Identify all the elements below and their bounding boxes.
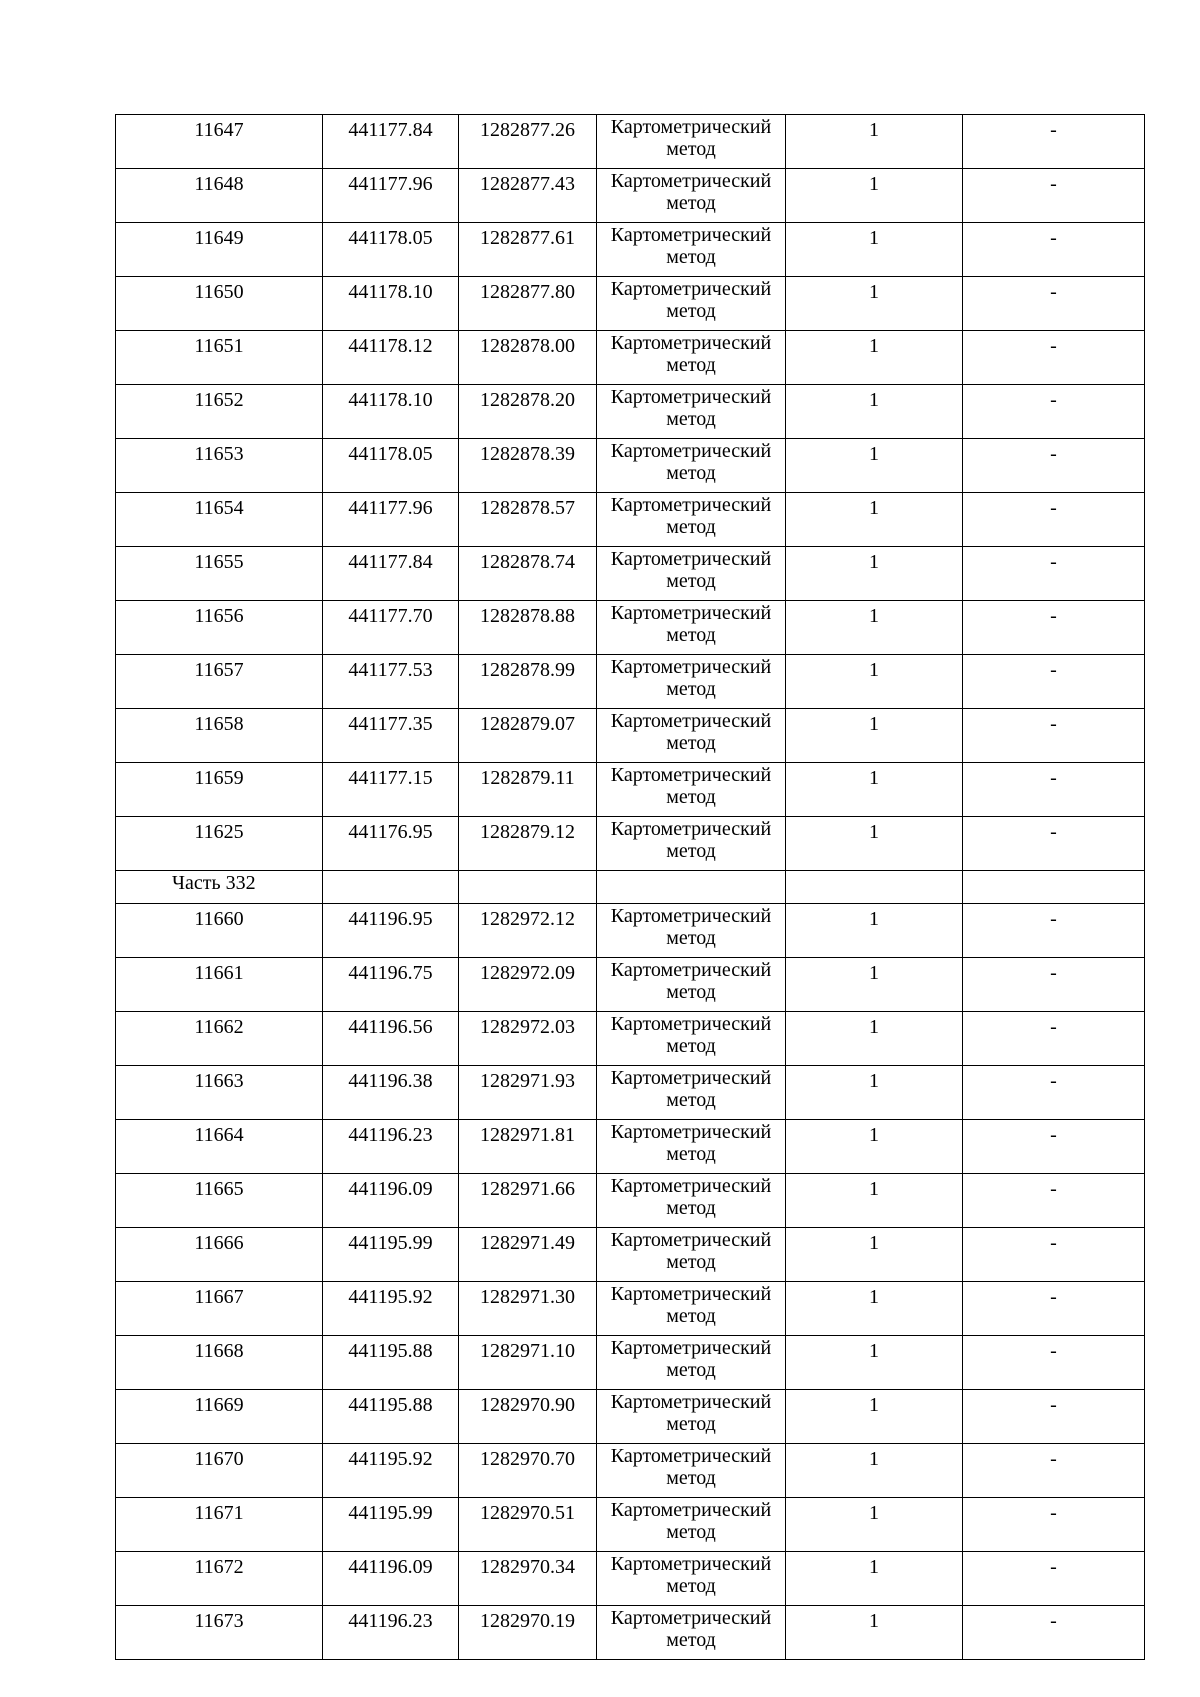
method-cell: Картометрический метод (597, 1282, 786, 1336)
point-number-cell: 11647 (116, 115, 323, 169)
point-number-cell: 11650 (116, 277, 323, 331)
accuracy-cell: 1 (786, 601, 963, 655)
accuracy-cell: 1 (786, 709, 963, 763)
note-cell: - (963, 958, 1145, 1012)
y-coordinate-cell: 1282877.61 (459, 223, 597, 277)
note-cell: - (963, 1498, 1145, 1552)
note-cell: - (963, 709, 1145, 763)
x-coordinate-cell: 441195.92 (323, 1282, 459, 1336)
table-row (116, 709, 1145, 763)
accuracy-cell: 1 (786, 1282, 963, 1336)
coordinates-table-body (116, 115, 1145, 1660)
accuracy-cell: 1 (786, 655, 963, 709)
y-coordinate-cell: 1282970.34 (459, 1552, 597, 1606)
table-row (116, 1336, 1145, 1390)
table-row (116, 904, 1145, 958)
accuracy-cell: 1 (786, 493, 963, 547)
table-row (116, 1606, 1145, 1660)
point-number-cell: 11659 (116, 763, 323, 817)
point-number-cell: 11668 (116, 1336, 323, 1390)
table-row (116, 763, 1145, 817)
point-number-cell: 11654 (116, 493, 323, 547)
accuracy-cell: 1 (786, 1606, 963, 1660)
x-coordinate-cell: 441196.09 (323, 1552, 459, 1606)
y-coordinate-cell: 1282970.90 (459, 1390, 597, 1444)
x-coordinate-cell: 441195.99 (323, 1228, 459, 1282)
x-coordinate-cell: 441178.10 (323, 277, 459, 331)
method-cell: Картометрический метод (597, 958, 786, 1012)
accuracy-cell: 1 (786, 385, 963, 439)
point-number-cell: 11670 (116, 1444, 323, 1498)
point-number-cell: 11651 (116, 331, 323, 385)
point-number-cell: 11667 (116, 1282, 323, 1336)
point-number-cell: 11671 (116, 1498, 323, 1552)
accuracy-cell: 1 (786, 1498, 963, 1552)
document-page (115, 114, 1145, 1660)
note-cell: - (963, 1552, 1145, 1606)
y-coordinate-cell: 1282877.80 (459, 277, 597, 331)
method-cell: Картометрический метод (597, 439, 786, 493)
table-row (116, 958, 1145, 1012)
method-cell: Картометрический метод (597, 904, 786, 958)
point-number-cell: 11666 (116, 1228, 323, 1282)
table-row (116, 1066, 1145, 1120)
accuracy-cell: 1 (786, 1552, 963, 1606)
note-cell: - (963, 1606, 1145, 1660)
method-cell: Картометрический метод (597, 1336, 786, 1390)
table-row (116, 601, 1145, 655)
x-coordinate-cell: 441177.70 (323, 601, 459, 655)
point-number-cell: 11664 (116, 1120, 323, 1174)
y-coordinate-cell: 1282971.30 (459, 1282, 597, 1336)
y-coordinate-cell: 1282878.99 (459, 655, 597, 709)
table-row (116, 1012, 1145, 1066)
x-coordinate-cell: 441177.84 (323, 547, 459, 601)
x-coordinate-cell: 441196.23 (323, 1606, 459, 1660)
y-coordinate-cell: 1282970.51 (459, 1498, 597, 1552)
y-coordinate-cell: 1282878.20 (459, 385, 597, 439)
y-coordinate-cell: 1282877.43 (459, 169, 597, 223)
x-coordinate-cell: 441196.23 (323, 1120, 459, 1174)
method-cell: Картометрический метод (597, 1552, 786, 1606)
table-row (116, 547, 1145, 601)
point-number-cell: 11661 (116, 958, 323, 1012)
x-coordinate-cell: 441178.05 (323, 223, 459, 277)
note-cell: - (963, 385, 1145, 439)
method-cell: Картометрический метод (597, 1606, 786, 1660)
note-cell: - (963, 1282, 1145, 1336)
x-coordinate-cell: 441177.35 (323, 709, 459, 763)
method-cell: Картометрический метод (597, 493, 786, 547)
accuracy-cell: 1 (786, 331, 963, 385)
table-row (116, 817, 1145, 871)
table-row (116, 1552, 1145, 1606)
coordinates-table (115, 114, 1145, 1660)
table-row (116, 1228, 1145, 1282)
accuracy-cell: 1 (786, 904, 963, 958)
note-cell: - (963, 655, 1145, 709)
table-row (116, 385, 1145, 439)
note-cell: - (963, 1120, 1145, 1174)
x-coordinate-cell: 441195.88 (323, 1390, 459, 1444)
method-cell: Картометрический метод (597, 385, 786, 439)
note-cell: - (963, 331, 1145, 385)
point-number-cell: 11663 (116, 1066, 323, 1120)
accuracy-cell: 1 (786, 1066, 963, 1120)
method-cell: Картометрический метод (597, 817, 786, 871)
note-cell: - (963, 817, 1145, 871)
note-cell: - (963, 115, 1145, 169)
y-coordinate-cell: 1282878.39 (459, 439, 597, 493)
y-coordinate-cell: 1282971.93 (459, 1066, 597, 1120)
y-coordinate-cell: 1282878.57 (459, 493, 597, 547)
point-number-cell: 11655 (116, 547, 323, 601)
table-row (116, 169, 1145, 223)
x-coordinate-cell: 441196.38 (323, 1066, 459, 1120)
accuracy-cell: 1 (786, 1390, 963, 1444)
method-cell: Картометрический метод (597, 601, 786, 655)
note-cell: - (963, 1444, 1145, 1498)
point-number-cell: 11656 (116, 601, 323, 655)
note-cell: - (963, 493, 1145, 547)
x-coordinate-cell: 441177.53 (323, 655, 459, 709)
method-cell: Картометрический метод (597, 1444, 786, 1498)
accuracy-cell: 1 (786, 1228, 963, 1282)
accuracy-cell: 1 (786, 1336, 963, 1390)
table-row (116, 223, 1145, 277)
method-cell: Картометрический метод (597, 1390, 786, 1444)
table-row (116, 493, 1145, 547)
y-coordinate-cell: 1282878.88 (459, 601, 597, 655)
method-cell: Картометрический метод (597, 1498, 786, 1552)
x-coordinate-cell: 441178.12 (323, 331, 459, 385)
note-cell: - (963, 223, 1145, 277)
note-cell: - (963, 439, 1145, 493)
method-cell: Картометрический метод (597, 709, 786, 763)
y-coordinate-cell: 1282972.03 (459, 1012, 597, 1066)
accuracy-cell: 1 (786, 763, 963, 817)
x-coordinate-cell: 441196.75 (323, 958, 459, 1012)
y-coordinate-cell: 1282879.12 (459, 817, 597, 871)
accuracy-cell: 1 (786, 439, 963, 493)
y-coordinate-cell: 1282972.09 (459, 958, 597, 1012)
accuracy-cell: 1 (786, 958, 963, 1012)
empty-cell (963, 871, 1145, 904)
table-row (116, 277, 1145, 331)
y-coordinate-cell: 1282970.19 (459, 1606, 597, 1660)
table-row (116, 115, 1145, 169)
point-number-cell: 11649 (116, 223, 323, 277)
y-coordinate-cell: 1282970.70 (459, 1444, 597, 1498)
table-row (116, 1120, 1145, 1174)
empty-cell (786, 871, 963, 904)
note-cell: - (963, 1336, 1145, 1390)
accuracy-cell: 1 (786, 223, 963, 277)
method-cell: Картометрический метод (597, 655, 786, 709)
note-cell: - (963, 763, 1145, 817)
x-coordinate-cell: 441177.96 (323, 169, 459, 223)
y-coordinate-cell: 1282878.00 (459, 331, 597, 385)
method-cell: Картометрический метод (597, 1012, 786, 1066)
table-row (116, 331, 1145, 385)
x-coordinate-cell: 441177.96 (323, 493, 459, 547)
note-cell: - (963, 1390, 1145, 1444)
x-coordinate-cell: 441177.84 (323, 115, 459, 169)
accuracy-cell: 1 (786, 1012, 963, 1066)
x-coordinate-cell: 441178.05 (323, 439, 459, 493)
method-cell: Картометрический метод (597, 169, 786, 223)
point-number-cell: 11662 (116, 1012, 323, 1066)
method-cell: Картометрический метод (597, 547, 786, 601)
method-cell: Картометрический метод (597, 1120, 786, 1174)
table-row (116, 439, 1145, 493)
method-cell: Картометрический метод (597, 763, 786, 817)
x-coordinate-cell: 441196.56 (323, 1012, 459, 1066)
y-coordinate-cell: 1282971.10 (459, 1336, 597, 1390)
table-row (116, 1444, 1145, 1498)
x-coordinate-cell: 441195.88 (323, 1336, 459, 1390)
y-coordinate-cell: 1282971.66 (459, 1174, 597, 1228)
x-coordinate-cell: 441196.09 (323, 1174, 459, 1228)
table-row (116, 1174, 1145, 1228)
point-number-cell: 11669 (116, 1390, 323, 1444)
note-cell: - (963, 169, 1145, 223)
y-coordinate-cell: 1282972.12 (459, 904, 597, 958)
accuracy-cell: 1 (786, 547, 963, 601)
note-cell: - (963, 1012, 1145, 1066)
table-row (116, 1498, 1145, 1552)
note-cell: - (963, 904, 1145, 958)
accuracy-cell: 1 (786, 1174, 963, 1228)
empty-cell (323, 871, 459, 904)
point-number-cell: 11658 (116, 709, 323, 763)
note-cell: - (963, 601, 1145, 655)
y-coordinate-cell: 1282877.26 (459, 115, 597, 169)
note-cell: - (963, 277, 1145, 331)
accuracy-cell: 1 (786, 1444, 963, 1498)
point-number-cell: 11625 (116, 817, 323, 871)
part-label: Часть 332 (116, 871, 323, 904)
point-number-cell: 11657 (116, 655, 323, 709)
method-cell: Картометрический метод (597, 1174, 786, 1228)
point-number-cell: 11665 (116, 1174, 323, 1228)
point-number-cell: 11672 (116, 1552, 323, 1606)
method-cell: Картометрический метод (597, 1228, 786, 1282)
x-coordinate-cell: 441178.10 (323, 385, 459, 439)
method-cell: Картометрический метод (597, 277, 786, 331)
point-number-cell: 11673 (116, 1606, 323, 1660)
y-coordinate-cell: 1282971.81 (459, 1120, 597, 1174)
table-row (116, 1390, 1145, 1444)
note-cell: - (963, 1228, 1145, 1282)
x-coordinate-cell: 441177.15 (323, 763, 459, 817)
x-coordinate-cell: 441176.95 (323, 817, 459, 871)
empty-cell (459, 871, 597, 904)
note-cell: - (963, 1174, 1145, 1228)
empty-cell (597, 871, 786, 904)
y-coordinate-cell: 1282971.49 (459, 1228, 597, 1282)
part-header-row (116, 871, 1145, 904)
x-coordinate-cell: 441196.95 (323, 904, 459, 958)
method-cell: Картометрический метод (597, 331, 786, 385)
note-cell: - (963, 547, 1145, 601)
accuracy-cell: 1 (786, 169, 963, 223)
point-number-cell: 11653 (116, 439, 323, 493)
x-coordinate-cell: 441195.99 (323, 1498, 459, 1552)
method-cell: Картометрический метод (597, 223, 786, 277)
x-coordinate-cell: 441195.92 (323, 1444, 459, 1498)
accuracy-cell: 1 (786, 817, 963, 871)
accuracy-cell: 1 (786, 277, 963, 331)
table-row (116, 1282, 1145, 1336)
table-row (116, 655, 1145, 709)
point-number-cell: 11652 (116, 385, 323, 439)
y-coordinate-cell: 1282879.07 (459, 709, 597, 763)
method-cell: Картометрический метод (597, 1066, 786, 1120)
method-cell: Картометрический метод (597, 115, 786, 169)
accuracy-cell: 1 (786, 1120, 963, 1174)
note-cell: - (963, 1066, 1145, 1120)
y-coordinate-cell: 1282878.74 (459, 547, 597, 601)
accuracy-cell: 1 (786, 115, 963, 169)
point-number-cell: 11660 (116, 904, 323, 958)
y-coordinate-cell: 1282879.11 (459, 763, 597, 817)
point-number-cell: 11648 (116, 169, 323, 223)
